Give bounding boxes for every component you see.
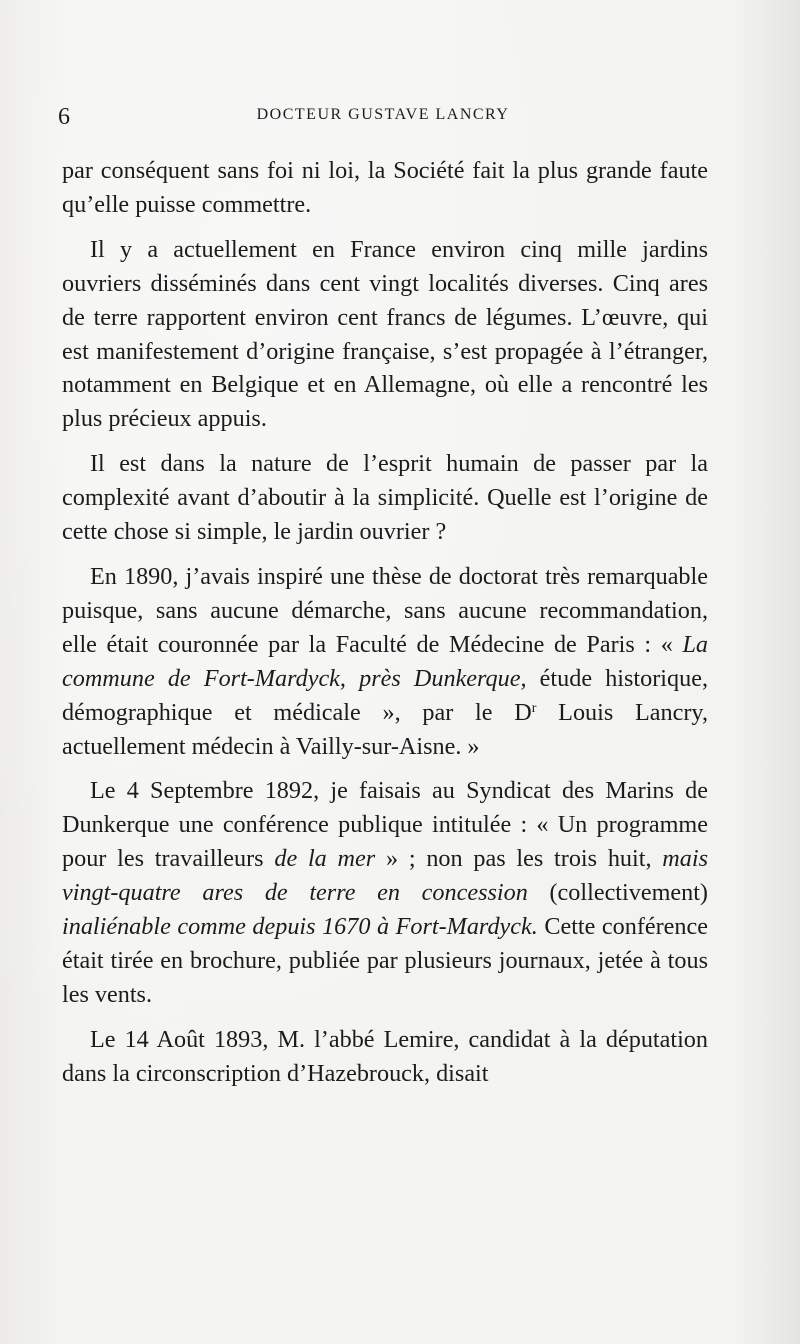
paragraph-3: Il est dans la nature de l’esprit humain de passer par la complexité avant d’aboutir à la simplicité. Quelle est l’origine de cette chose si simple, le jardin ouvrier ? [62,450,708,546]
paragraph-2: Il y a actuellement en France environ cinq mille jardins ouvriers disséminés dans cent vingt localités diverses. Cinq ares de terre rapportent environ cent francs de légumes. L’œuvre, qui est manifestement d’origine française, s’est propagée à l’étranger, notamment en Belgique et en Allemagne, où elle a rencontré les plus précieux appuis. [62,235,708,433]
paragraph-5-text-g: Cette conférence était tirée en brochure, publiée par plusieurs journaux, jetée à tous les vents. [62,913,708,1008]
paragraph-5-italic-f: inaliénable comme depuis 1670 à Fort-Mardyck. [62,913,538,941]
paragraph-5-text-c: » ; non pas les trois huit, [375,845,663,873]
running-head [58,104,708,138]
body-text [62,154,708,1102]
paragraph-4-text-e: Louis Lancry, actuellement médecin à Vailly-sur-Aisne. » [62,698,708,760]
paragraph-5 [62,774,708,1011]
running-title: DOCTEUR GUSTAVE LANCRY [256,106,510,123]
paragraph-6: Le 14 Août 1893, M. l’abbé Lemire, candidat à la députation dans la circonscription d’Hazebrouck, disait [62,1025,708,1087]
paragraph-4 [62,560,708,763]
paragraph-4-text-c: étude historique, démographique et médicale », par le D [62,664,708,726]
paragraph-5-text-e: (collectivement) [527,879,708,907]
paragraph-5-italic-d: mais vingt-quatre ares de terre en concession [62,845,708,907]
paragraph-5-italic-b: de la mer [274,845,376,873]
doctor-superscript: r [531,700,537,716]
paragraph-4-text-a: En 1890, j’avais inspiré une thèse de doctorat très remarquable puisque, sans aucune démarche, sans aucune recommandation, elle était couronnée par la Faculté de Médecine de Paris : « [62,562,708,658]
paragraph-5-text-a: Le 4 Septembre 1892, je faisais au Syndicat des Marins de Dunkerque une conférence publique intitulée : « Un programme pour les travailleurs [62,777,708,873]
paragraph-1: par conséquent sans foi ni loi, la Société fait la plus grande faute qu’elle puisse commettre. [62,157,708,218]
page-number: 6 [58,104,70,130]
thesis-title: La commune de Fort-Mardyck, près Dunkerque, [62,630,708,692]
